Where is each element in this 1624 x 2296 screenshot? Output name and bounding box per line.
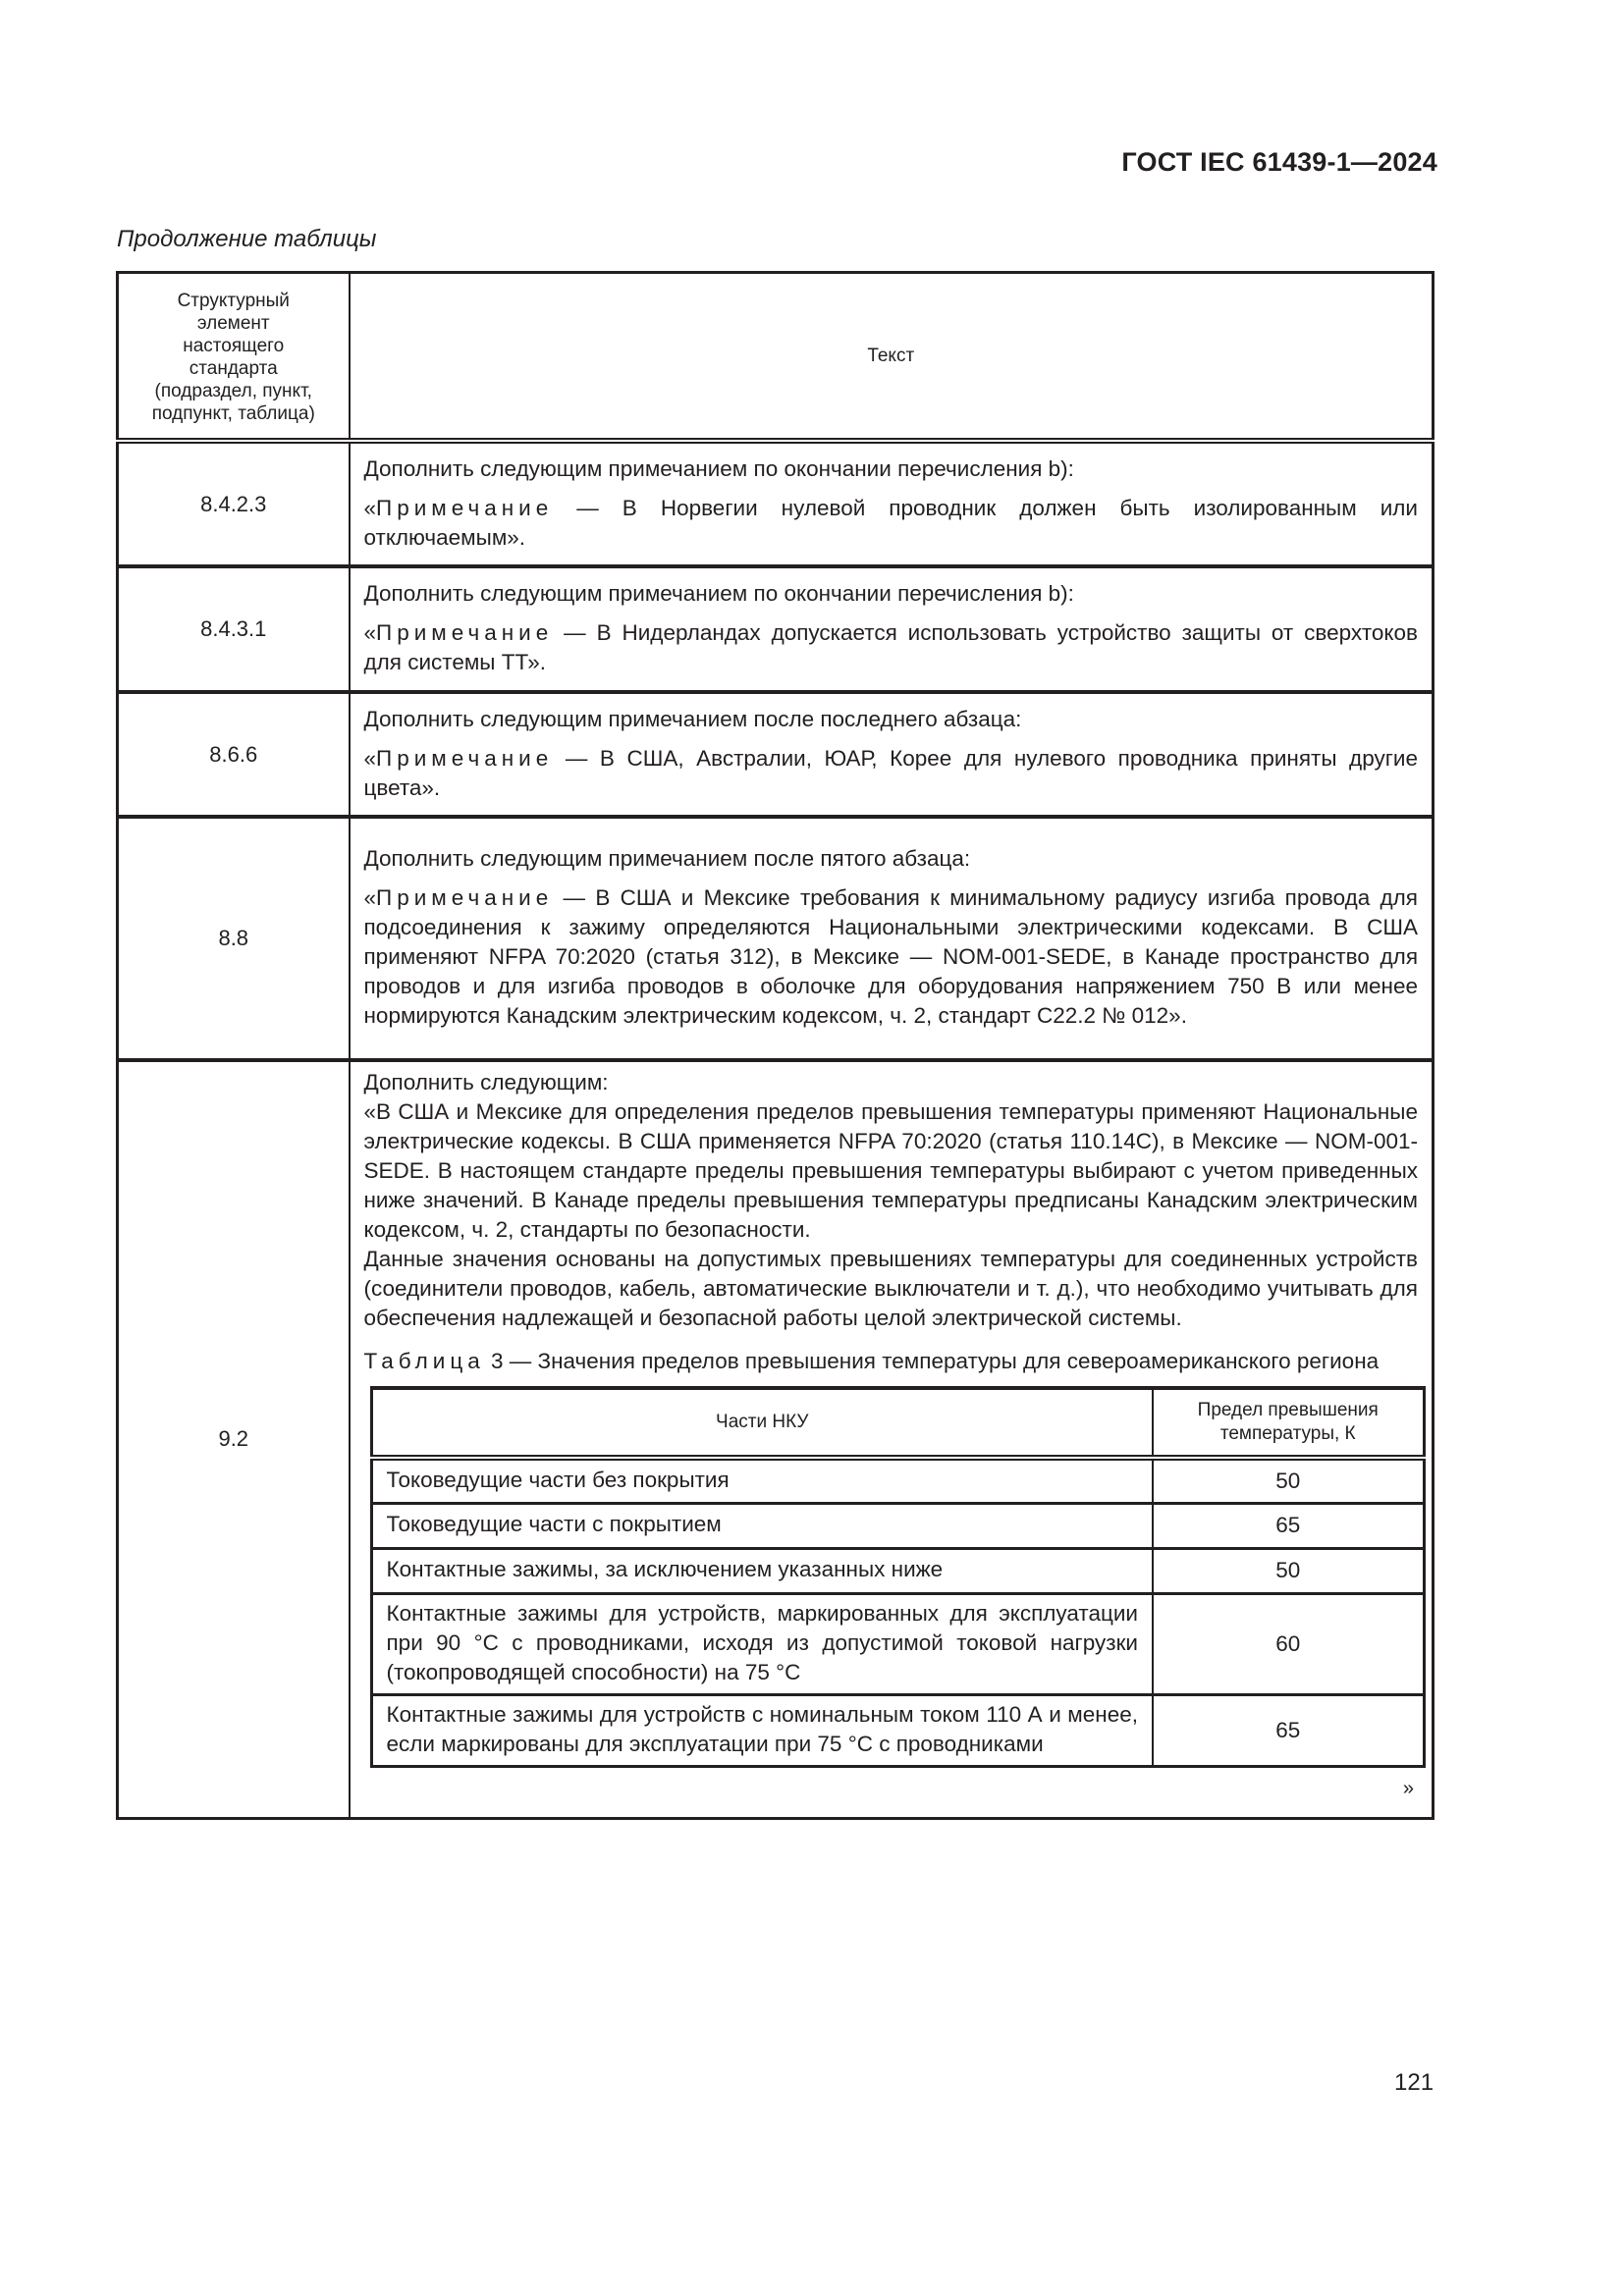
table-row bbox=[118, 1060, 1434, 1818]
column-header-text: Текст bbox=[350, 273, 1434, 442]
limit-value: 65 bbox=[1153, 1503, 1424, 1548]
continuation-mark: » bbox=[1402, 1777, 1414, 1799]
amendment-intro: Дополнить следующим примечанием после последнего абзаца: bbox=[363, 706, 1022, 731]
temperature-limits-table bbox=[370, 1386, 1426, 1768]
amendment-text bbox=[350, 817, 1434, 1060]
amendment-intro: Дополнить следующим: bbox=[363, 1070, 609, 1095]
limit-value: 50 bbox=[1153, 1458, 1424, 1503]
amendment-text bbox=[350, 1060, 1434, 1818]
amendment-text bbox=[350, 566, 1434, 692]
part-name: Контактные зажимы для устройств, маркированных для эксплуатации при 90 °С с проводниками, исходя из допустимой токовой нагрузки (токопроводящей способности) на 75 °С bbox=[371, 1593, 1153, 1694]
part-name: Токоведущие части с покрытием bbox=[371, 1503, 1153, 1548]
amendment-text bbox=[350, 441, 1434, 566]
note-label: Примечание bbox=[376, 745, 554, 771]
column-header-limit: Предел превышения температуры, К bbox=[1153, 1388, 1424, 1458]
section-number: 9.2 bbox=[118, 1060, 350, 1818]
inner-table-row bbox=[371, 1503, 1424, 1548]
note-label: Примечание bbox=[376, 620, 554, 645]
table-row bbox=[118, 692, 1434, 817]
page-number: 121 bbox=[1394, 2069, 1435, 2096]
limit-value: 60 bbox=[1153, 1593, 1424, 1694]
amendment-intro: Дополнить следующим примечанием по окончании перечисления b): bbox=[363, 581, 1074, 606]
amendment-paragraph: «В США и Мексике для определения пределов превышения температуры применяют Национальные электрические кодексы. В США применяется NFPA 70:2020 (статья 110.14C), в Мексике — NOM-001-SEDE. В настоящем стандарте пределы превышения температуры выбирают с учетом приведенных ниже значений. В Канаде пределы превышения температуры предписаны Канадским электрическим кодексом, ч. 2, стандарты по безопасности. bbox=[363, 1099, 1418, 1242]
table-header-row bbox=[118, 273, 1434, 442]
note-paragraph: «Примечание — В США и Мексике требования к минимальному радиусу изгиба провода для подсоединения к зажиму определяются Национальными электрическими кодексами. В США применяют NFPA 70:2020 (статья 312), в Мексике — NOM-001-SEDE, в Канаде пространство для проводов и для изгиба проводов в оболочке для оборудования напряжением 750 В или менее нормируются Канадским электрическим кодексом, ч. 2, стандарт C22.2 № 012». bbox=[363, 885, 1418, 1028]
section-number: 8.4.2.3 bbox=[118, 441, 350, 566]
amendment-intro: Дополнить следующим примечанием после пятого абзаца: bbox=[363, 846, 971, 871]
amendment-paragraph: Данные значения основаны на допустимых превышениях температуры для соединенных устройств (соединители проводов, кабель, автоматические выключатели и т. д.), что необходимо учитывать для обеспечения надлежащей и безопасной работы целой электрической системы. bbox=[363, 1247, 1418, 1330]
note-paragraph: «Примечание — В Нидерландах допускается использовать устройство защиты от сверхтоков для системы ТТ». bbox=[363, 620, 1418, 674]
table-row bbox=[118, 441, 1434, 566]
amendment-intro: Дополнить следующим примечанием по окончании перечисления b): bbox=[363, 455, 1074, 481]
part-name: Токоведущие части без покрытия bbox=[371, 1458, 1153, 1503]
document-code: ГОСТ IEC 61439-1—2024 bbox=[1121, 147, 1437, 177]
note-label: Примечание bbox=[376, 885, 554, 910]
inner-table-row bbox=[371, 1458, 1424, 1503]
part-name: Контактные зажимы для устройств с номинальным током 110 А и менее, если маркированы для эксплуатации при 75 °С с проводниками bbox=[371, 1694, 1153, 1766]
column-header-structural-element: Структурный элемент настоящего стандарта (подраздел, пункт, подпункт, таблица) bbox=[118, 273, 350, 442]
table-row bbox=[118, 817, 1434, 1060]
inner-table-row bbox=[371, 1694, 1424, 1766]
inner-table-caption: Таблица 3 — Значения пределов превышения температуры для североамериканского региона bbox=[363, 1349, 1380, 1373]
column-header-parts: Части НКУ bbox=[371, 1388, 1153, 1458]
section-number: 8.8 bbox=[118, 817, 350, 1060]
inner-table-row bbox=[371, 1548, 1424, 1593]
table-row bbox=[118, 566, 1434, 692]
note-paragraph: «Примечание — В Норвегии нулевой проводник должен быть изолированным или отключаемым». bbox=[363, 495, 1418, 550]
note-label: Примечание bbox=[376, 495, 554, 520]
inner-table-row bbox=[371, 1593, 1424, 1694]
inner-table-header-row bbox=[371, 1388, 1424, 1458]
table-continuation-label: Продолжение таблицы bbox=[117, 226, 377, 252]
note-paragraph: «Примечание — В США, Австралии, ЮАР, Корее для нулевого проводника приняты другие цвета». bbox=[363, 745, 1418, 800]
amendments-table bbox=[116, 271, 1435, 1820]
section-number: 8.6.6 bbox=[118, 692, 350, 817]
limit-value: 50 bbox=[1153, 1548, 1424, 1593]
limit-value: 65 bbox=[1153, 1694, 1424, 1766]
caption-label: Таблица bbox=[363, 1349, 485, 1373]
part-name: Контактные зажимы, за исключением указанных ниже bbox=[371, 1548, 1153, 1593]
amendment-text bbox=[350, 692, 1434, 817]
section-number: 8.4.3.1 bbox=[118, 566, 350, 692]
